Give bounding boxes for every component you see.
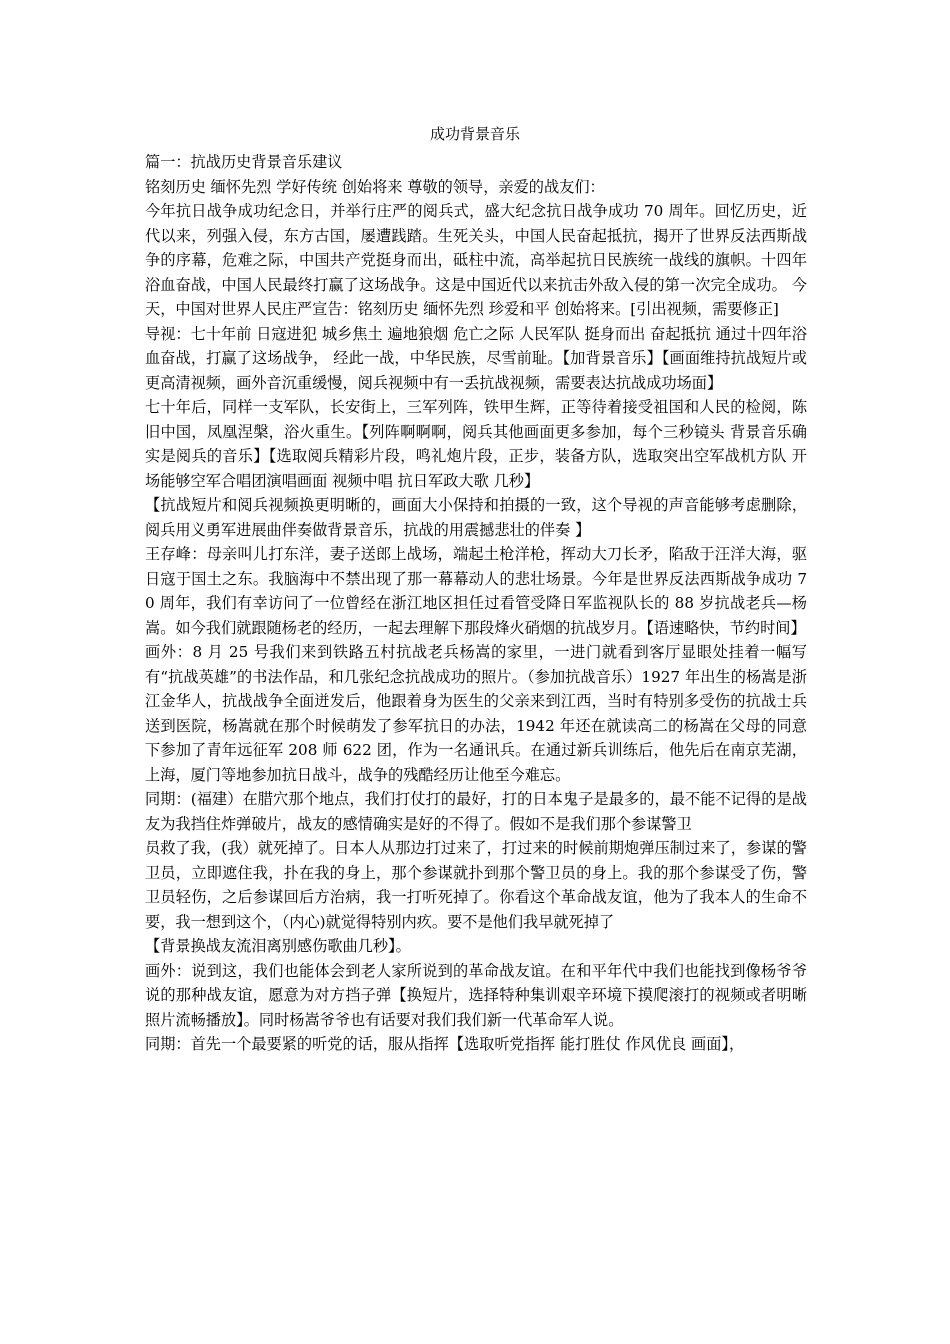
paragraph-music-note: 【背景换战友流泪离别感伤歌曲几秒】。 xyxy=(145,937,411,955)
paragraph-heading: 篇一：抗战历史背景音乐建议 xyxy=(145,153,343,171)
paragraph-seventy-years: 七十年后，同样一支军队，长安街上，三军列阵，铁甲生辉，正等待着接受祖国和人民的检阅，陈旧中国，凤凰涅槃，浴火重生。【列阵啊啊啊，阅兵其他画面更多参加，每个三秒镜头 背景音乐确实是阅兵的音乐】【选取阅兵精彩片段，鸣礼炮片段，正步，装备方队，选取突出空军战机方队 开场能够空军合唱团演唱画面 视频中唱 抗日军政大歌 几秒】 xyxy=(145,398,807,490)
paragraph-wang-cunfeng: 王存峰：母亲叫儿打东洋，妻子送郎上战场，端起土枪洋枪，挥动大刀长矛，陷敌于汪洋大海，驱日寇于国土之东。我脑海中不禁出现了那一幕幕动人的悲壮场景。今年是世界反法西斯战争成功 70 周年，我们有幸访问了一位曾经在浙江地区担任过看管受降日军监视队长的 88 岁抗战老兵—杨嵩。如今我们就跟随杨老的经历，一起去理解下那段烽火硝烟的抗战岁月。【语速略快，节约时间】 xyxy=(145,545,807,637)
document-body xyxy=(145,150,807,1057)
paragraph-voiceover-friendship: 画外：说到这，我们也能体会到老人家所说到的革命战友谊。在和平年代中我们也能找到像杨爷爷说的那种战友谊，愿意为对方挡子弹【换短片，选择特种集训艰辛环境下摸爬滚打的视频或者明晰照片流畅播放】。同时杨嵩爷爷也有话要对我们我们新一代革命军人说。 xyxy=(145,961,807,1029)
paragraph-video-note: 【抗战短片和阅兵视频换更明晰的，画面大小保持和拍摄的一致，这个导视的声音能够考虑删除，阅兵用义勇军进展曲伴奏做背景音乐，抗战的用震撼悲壮的伴奏 】 xyxy=(145,496,807,539)
paragraph-preview: 导视：七十年前 日寇进犯 城乡焦土 遍地狼烟 危亡之际 人民军队 挺身而出 奋起抵抗 通过十四年浴血奋战，打赢了这场战争， 经此一战，中华民族，尽雪前耻。【加背景音乐】【画面维持抗战短片或更高清视频，画外音沉重缓慢，阅兵视频中有一丢抗战视频，需要表达抗战成功场面】 xyxy=(145,324,807,392)
paragraph-interview-continued: 员救了我，(我）就死掉了。日本人从那边打过来了，打过来的时候前期炮弹压制过来了，参谋的警卫员，立即遮住我，扑在我的身上，那个参谋就扑到那个警卫员的身上。我的那个参谋受了伤，警卫员轻伤，之后参谋回后方治病，我一打听死掉了。你看这个革命战友谊，他为了我本人的生命不要，我一想到这个，（内心)就觉得特别内疚。要不是他们我早就死掉了 xyxy=(145,839,807,931)
document-title: 成功背景音乐 xyxy=(429,125,520,143)
paragraph-intro: 今年抗日战争成功纪念日，并举行庄严的阅兵式，盛大纪念抗日战争成功 70 周年。回忆历史，近代以来，列强入侵，东方古国，屡遭践踏。生死关头，中国人民奋起抵抗，揭开了世界反法西斯战争的序幕，危难之际，中国共产党挺身而出，砥柱中流，高举起抗日民族统一战线的旗帜。十四年浴血奋战，中国人民最终打赢了这场战争。这是中国近代以来抗击外敌入侵的第一次完全成功。 今天，中国对世界人民庄严宣告：铭刻历史 缅怀先烈 珍爱和平 创始将来。[引出视频，需要修正] xyxy=(145,202,807,318)
paragraph-interview-party: 同期：首先一个最要紧的听党的话，服从指挥【选取听党指挥 能打胜仗 作风优良 画面】， xyxy=(145,1035,745,1053)
paragraph-interview-fujian: 同期：(福建）在腊穴那个地点，我们打仗打的最好，打的日本鬼子是最多的，最不能不记得的是战友为我挡住炸弹破片，战友的感情确实是好的不得了。假如不是我们那个参谋警卫 xyxy=(145,790,807,833)
paragraph-greeting: 铭刻历史 缅怀先烈 学好传统 创始将来 尊敬的领导，亲爱的战友们： xyxy=(145,177,605,196)
paragraph-voiceover-visit: 画外：8 月 25 号我们来到铁路五村抗战老兵杨嵩的家里，一进门就看到客厅显眼处挂着一幅写有“抗战英雄”的书法作品，和几张纪念抗战成功的照片。（参加抗战音乐）1927 年出生的杨嵩是浙江金华人，抗战战争全面迸发后，他跟着身为医生的父亲来到江西，当时有特别多受伤的抗战士兵送到医院，杨嵩就在那个时候萌发了参军抗日的办法，1942 年还在就读高二的杨嵩在父母的同意下参加了青年远征军 208 师 622 团，作为一名通讯兵。在通过新兵训练后，他先后在南京芜湖，上海，厦门等地参加抗日战斗，战争的残酷经历让他至今难忘。 xyxy=(145,643,807,784)
